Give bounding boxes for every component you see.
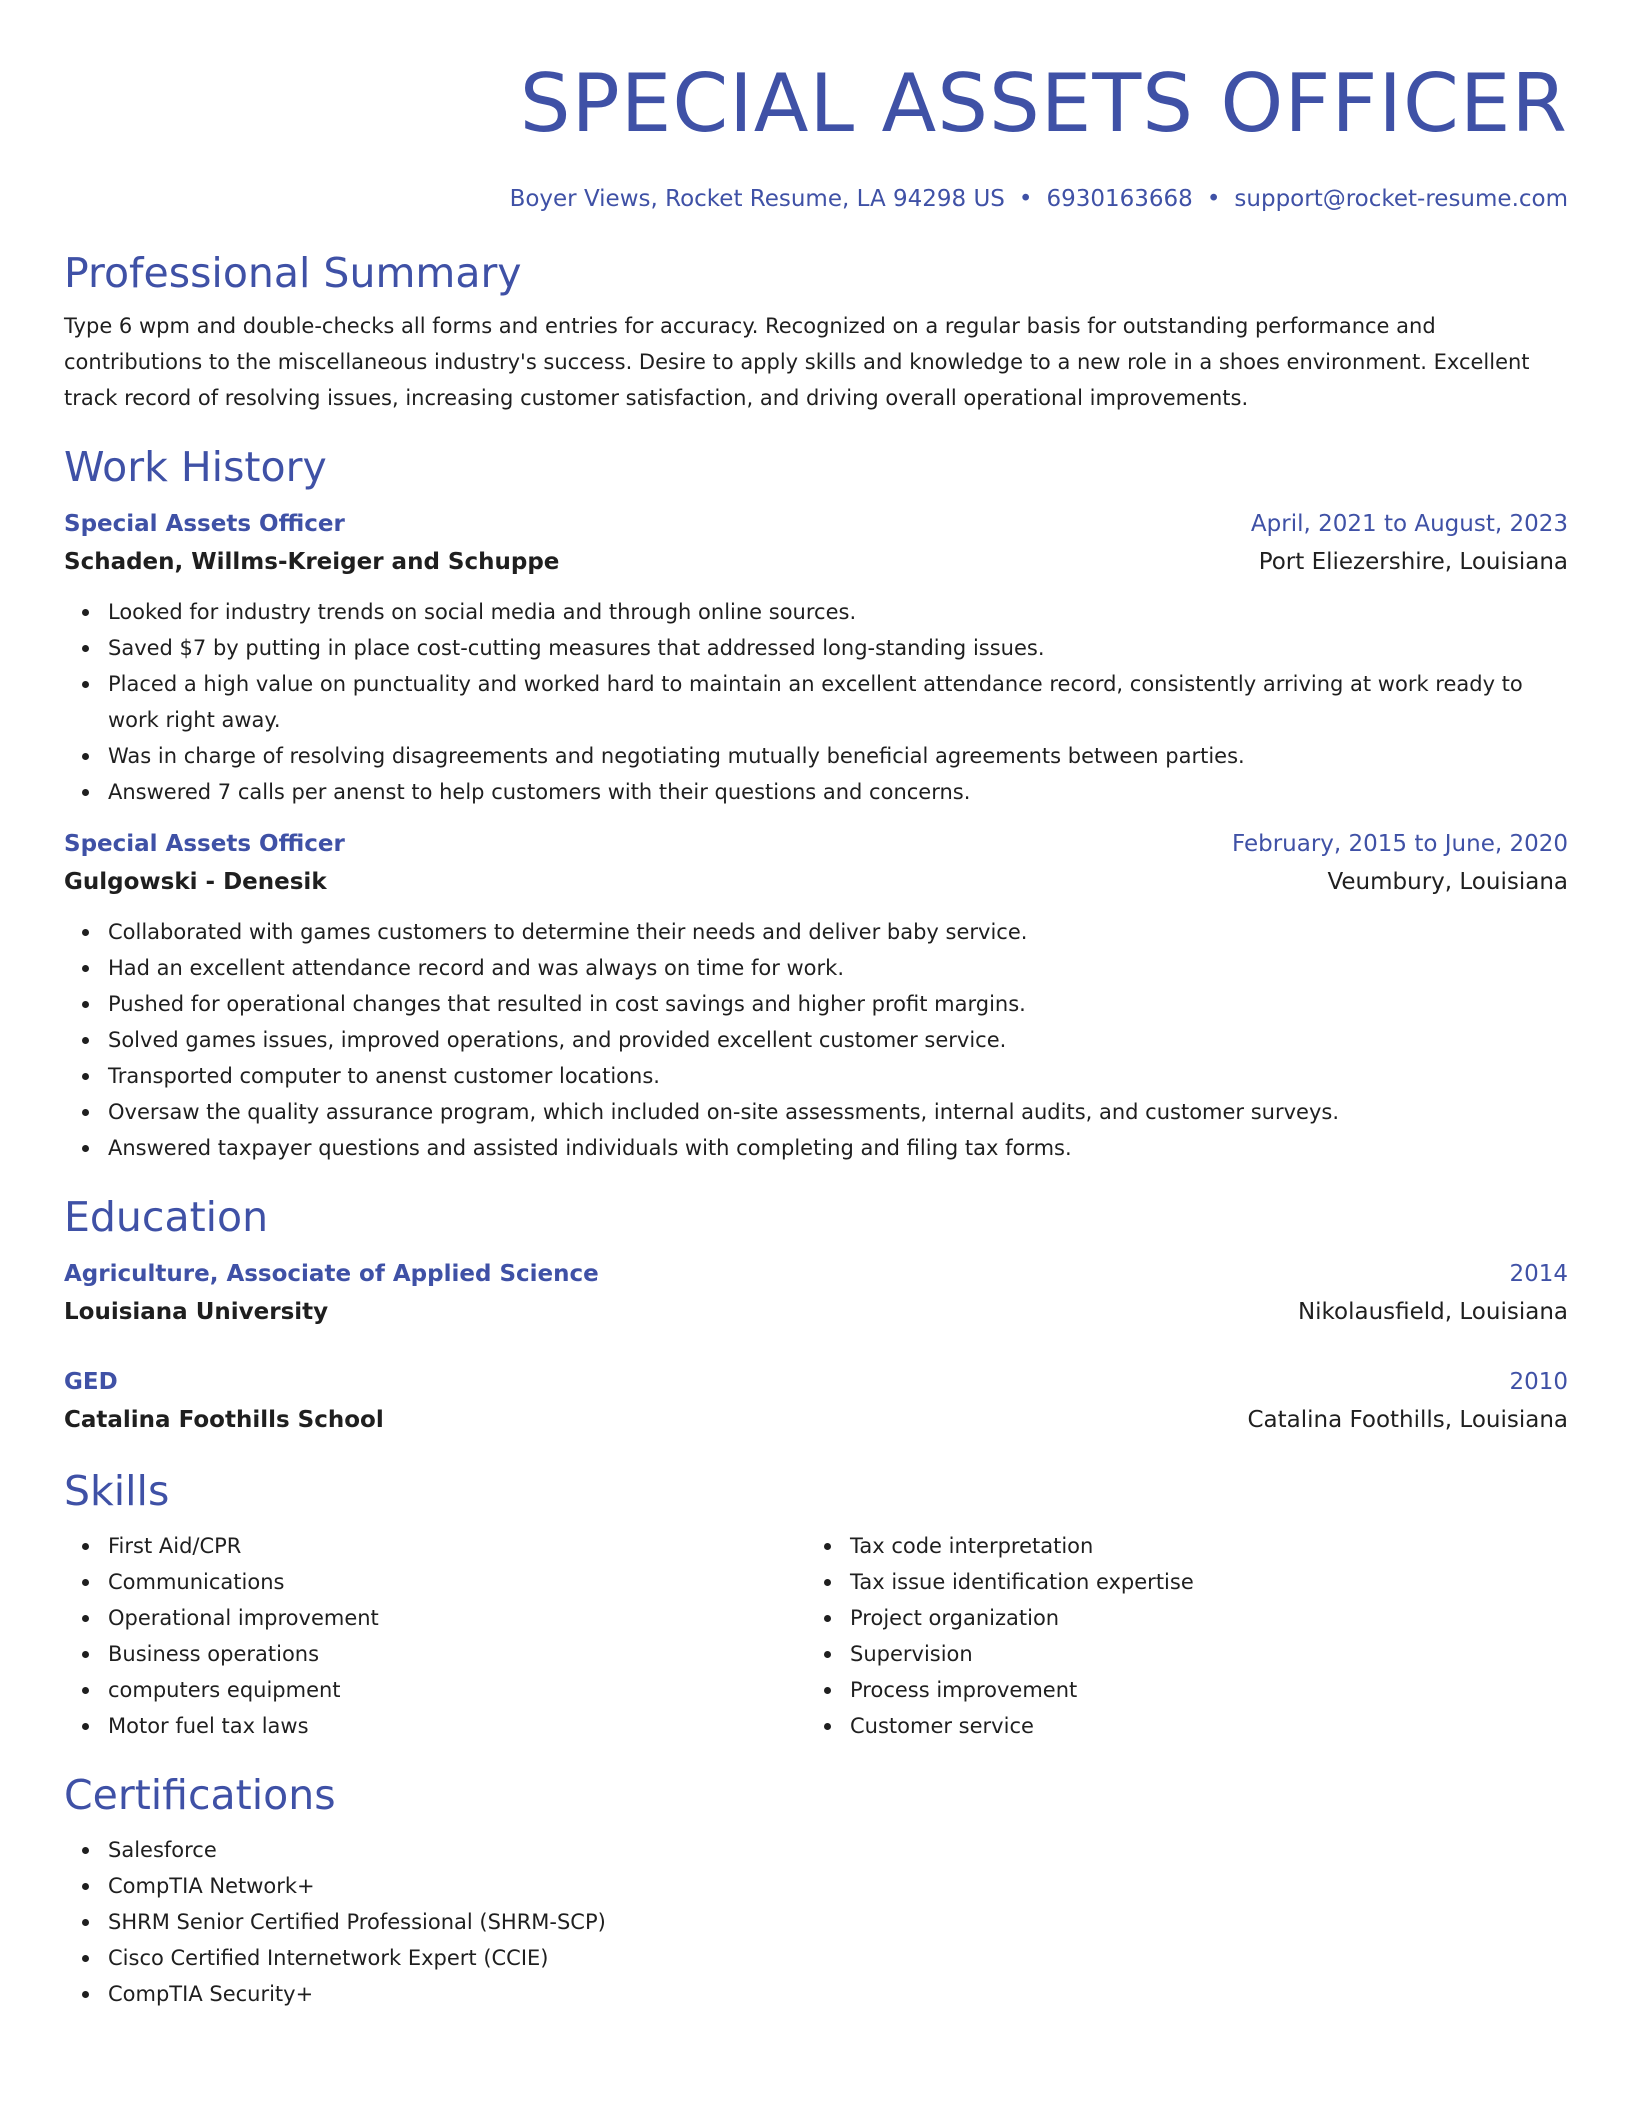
- skill-item: Customer service: [850, 1708, 1194, 1744]
- skill-item: Tax issue identification expertise: [850, 1564, 1194, 1600]
- job-bullet: Was in charge of resolving disagreements and negotiating mutually beneficial agreements between parties.: [108, 738, 1568, 774]
- job-entry: [64, 506, 1568, 810]
- education-year: 2014: [1509, 1261, 1568, 1287]
- job-bullet: Looked for industry trends on social media and through online sources.: [108, 594, 1568, 630]
- summary-section: [64, 248, 1568, 416]
- certification-item: Cisco Certified Internetwork Expert (CCIE): [108, 1940, 1568, 1976]
- education-entry: [64, 1364, 1568, 1440]
- education-degree: GED: [64, 1369, 118, 1395]
- skill-item: Supervision: [850, 1636, 1194, 1672]
- job-bullet-list: [64, 594, 1568, 810]
- education-year: 2010: [1509, 1369, 1568, 1395]
- education-header-row: [64, 1256, 1568, 1292]
- skills-list-left: [64, 1528, 806, 1744]
- contact-email[interactable]: support@rocket-resume.com: [1234, 186, 1568, 212]
- skill-item: Business operations: [108, 1636, 806, 1672]
- job-entry: [64, 826, 1568, 1166]
- skill-item: Project organization: [850, 1600, 1194, 1636]
- skill-item: Operational improvement: [108, 1600, 806, 1636]
- section-heading-work-history: Work History: [64, 443, 327, 491]
- skill-item: Process improvement: [850, 1672, 1194, 1708]
- job-company-row: [64, 862, 1568, 902]
- job-bullet: Answered taxpayer questions and assisted individuals with completing and filing tax forms.: [108, 1130, 1568, 1166]
- job-bullet: Transported computer to anenst customer locations.: [108, 1058, 1568, 1094]
- job-role: Special Assets Officer: [64, 511, 345, 537]
- skill-item: computers equipment: [108, 1672, 806, 1708]
- job-bullet: Placed a high value on punctuality and worked hard to maintain an excellent attendance record, consistently arriving at work ready to work right away.: [108, 666, 1568, 738]
- education-location: Nikolausfield, Louisiana: [1297, 1299, 1568, 1325]
- job-company: Gulgowski - Denesik: [64, 869, 327, 895]
- contact-line: [64, 184, 1568, 214]
- skills-list-right: [806, 1528, 1194, 1744]
- contact-address: Boyer Views, Rocket Resume, LA 94298 US: [509, 186, 1005, 212]
- certifications-list: [64, 1832, 1568, 2012]
- certification-item: CompTIA Security+: [108, 1976, 1568, 2012]
- job-bullet: Answered 7 calls per anenst to help customers with their questions and concerns.: [108, 774, 1568, 810]
- education-school: Louisiana University: [64, 1299, 329, 1325]
- certification-item: Salesforce: [108, 1832, 1568, 1868]
- job-company-row: [64, 542, 1568, 582]
- education-entry: [64, 1256, 1568, 1332]
- education-section: [64, 1192, 1568, 1440]
- job-header-row: [64, 826, 1568, 862]
- job-header-row: [64, 506, 1568, 542]
- certification-item: CompTIA Network+: [108, 1868, 1568, 1904]
- job-bullet: Had an excellent attendance record and was always on time for work.: [108, 950, 1568, 986]
- skill-item: Motor fuel tax laws: [108, 1708, 806, 1744]
- section-heading-certifications: Certifications: [64, 1771, 336, 1819]
- section-heading-summary: Professional Summary: [64, 249, 522, 297]
- education-school-row: [64, 1292, 1568, 1332]
- job-dates: April, 2021 to August, 2023: [1250, 511, 1568, 537]
- summary-text: Type 6 wpm and double-checks all forms and entries for accuracy. Recognized on a regular basis for outstanding performance and contributions to the miscellaneous industry's success. Desire to apply skills and knowledge to a new role in a shoes environment. Excellent track record of resolving issues, increasing customer satisfaction, and driving overall operational improvements.: [64, 314, 1530, 410]
- education-header-row: [64, 1364, 1568, 1400]
- job-location: Veumbury, Louisiana: [1327, 869, 1568, 895]
- skill-item: Communications: [108, 1564, 806, 1600]
- education-degree: Agriculture, Associate of Applied Science: [64, 1261, 599, 1287]
- contact-phone: 6930163668: [1046, 186, 1193, 212]
- section-heading-skills: Skills: [64, 1467, 170, 1515]
- skill-item: Tax code interpretation: [850, 1528, 1194, 1564]
- job-bullet: Collaborated with games customers to determine their needs and deliver baby service.: [108, 914, 1568, 950]
- job-role: Special Assets Officer: [64, 831, 345, 857]
- job-bullet: Solved games issues, improved operations, and provided excellent customer service.: [108, 1022, 1568, 1058]
- education-school-row: [64, 1400, 1568, 1440]
- job-bullet: Pushed for operational changes that resulted in cost savings and higher profit margins.: [108, 986, 1568, 1022]
- job-location: Port Eliezershire, Louisiana: [1258, 549, 1568, 575]
- skills-grid: [64, 1528, 1568, 1744]
- work-history-section: [64, 442, 1568, 1166]
- job-dates: February, 2015 to June, 2020: [1231, 831, 1568, 857]
- job-bullet: Saved $7 by putting in place cost-cutting measures that addressed long-standing issues.: [108, 630, 1568, 666]
- certification-item: SHRM Senior Certified Professional (SHRM-SCP): [108, 1904, 1568, 1940]
- job-bullet-list: [64, 914, 1568, 1166]
- job-company: Schaden, Willms-Kreiger and Schuppe: [64, 549, 560, 575]
- job-bullet: Oversaw the quality assurance program, which included on-site assessments, internal audits, and customer surveys.: [108, 1094, 1568, 1130]
- resume-name-title: SPECIAL ASSETS OFFICER: [519, 57, 1568, 150]
- contact-separator: •: [1018, 186, 1033, 212]
- certifications-section: [64, 1770, 1568, 2012]
- contact-separator: •: [1206, 186, 1221, 212]
- skills-section: [64, 1466, 1568, 1744]
- education-location: Catalina Foothills, Louisiana: [1247, 1407, 1568, 1433]
- education-school: Catalina Foothills School: [64, 1407, 384, 1433]
- section-heading-education: Education: [64, 1193, 269, 1241]
- skill-item: First Aid/CPR: [108, 1528, 806, 1564]
